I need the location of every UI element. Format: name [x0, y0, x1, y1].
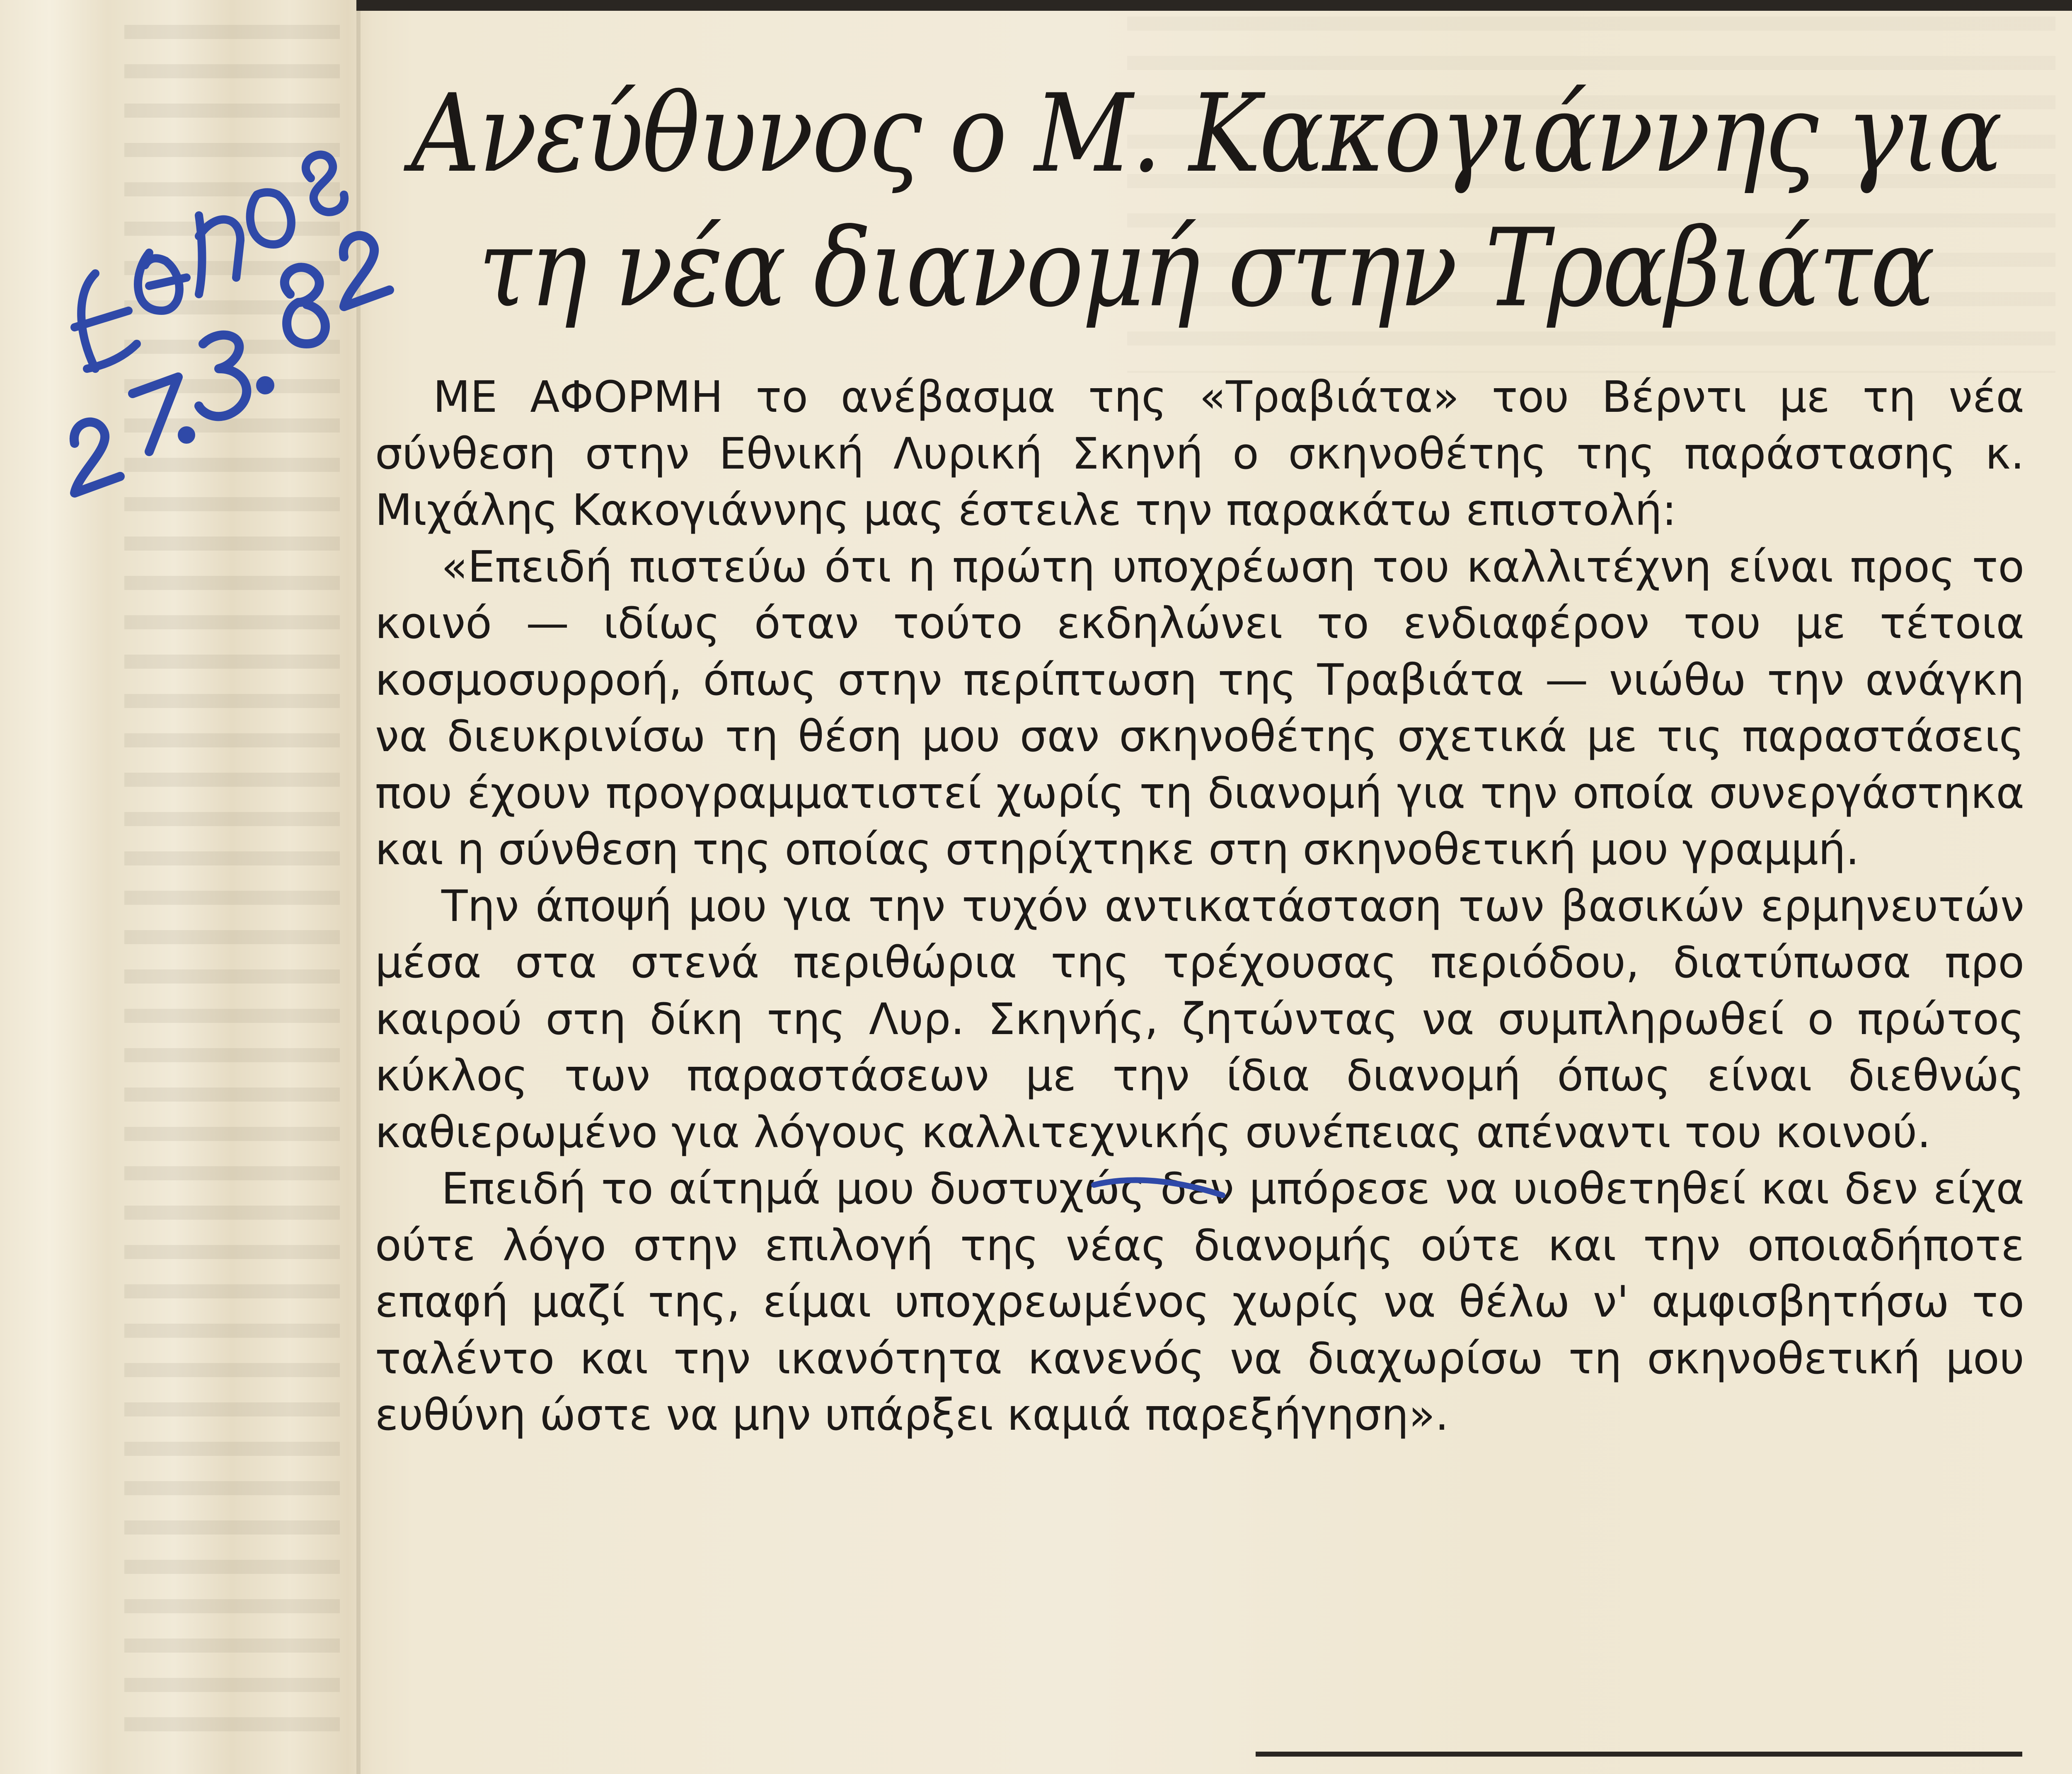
article-paragraph: «Επειδή πιστεύω ότι η πρώτη υποχρέωση του καλλιτέχνη είναι προς το κοινό — ιδίως όταν τούτο εκδηλώνει το ενδιαφέρον του με τέτοια κοσμοσυρροή, όπως στην περίπτωση της Τραβιάτα — νιώθω την ανάγκη να διευκρινίσω τη θέση μου σαν σκηνοθέτης σχετικά με τις παραστάσεις που έχουν προγραμματιστεί χωρίς τη διανομή για την οποία συνεργάστηκα και η σύνθεση της οποίας στηρίχτηκε στη σκηνοθετική μου γραμμή. [375, 541, 2024, 875]
headline-line-2: τη νέα διανομή στην Τραβιάτα [478, 205, 1934, 331]
article-paragraph: Επειδή το αίτημά μου δυστυχώς δεν μπόρεσε να υιοθετηθεί και δεν είχα ούτε λόγο στην επιλογή της νέας διανομής ούτε και την οποιαδήποτε επαφή μαζί της, είμαι υποχρεωμένος χωρίς να θέλω ν' αμφισβητήσω το ταλέντο και την ικανότητα κανενός να διαχωρίσω τη σκηνοθετική μου ευθύνη ώστε να μην υπάρξει καμιά παρεξήγηση». [375, 1163, 2024, 1440]
article-paragraph: Την άποψή μου για την τυχόν αντικατάσταση των βασικών ερμηνευτών μέσα στα στενά περιθώρια της τρέχουσας περιόδου, διατύπωσα προ καιρού στη δίκη της Λυρ. Σκηνής, ζητώντας να συμπληρωθεί ο πρώτος κύκλος των παραστάσεων με την ίδια διανομή όπως είναι διεθνώς καθιερωμένο για λόγους καλλιτεχνικής συνέπειας απέναντι του κοινού. [375, 880, 2024, 1158]
pen-underline-mark [1090, 1172, 1227, 1206]
bottom-rule [1256, 1752, 2022, 1757]
headline-line-1: Ανεύθυνος ο Μ. Κακογιάννης για [411, 71, 2001, 196]
top-rule [356, 0, 2072, 11]
headline [385, 66, 2026, 336]
handwritten-annotation [25, 79, 431, 534]
article-paragraph: ΜΕ ΑΦΟΡΜΗ το ανέβασμα της «Τραβιάτα» του Βέρντι με τη νέα σύνθεση στην Εθνική Λυρική Σκηνή ο σκηνοθέτης της παράστασης κ. Μιχάλης Κακογιάννης μας έστειλε την παρακάτω επιστολή: [375, 372, 2024, 535]
article-body [375, 369, 2024, 1443]
handwritten-date [74, 236, 390, 493]
